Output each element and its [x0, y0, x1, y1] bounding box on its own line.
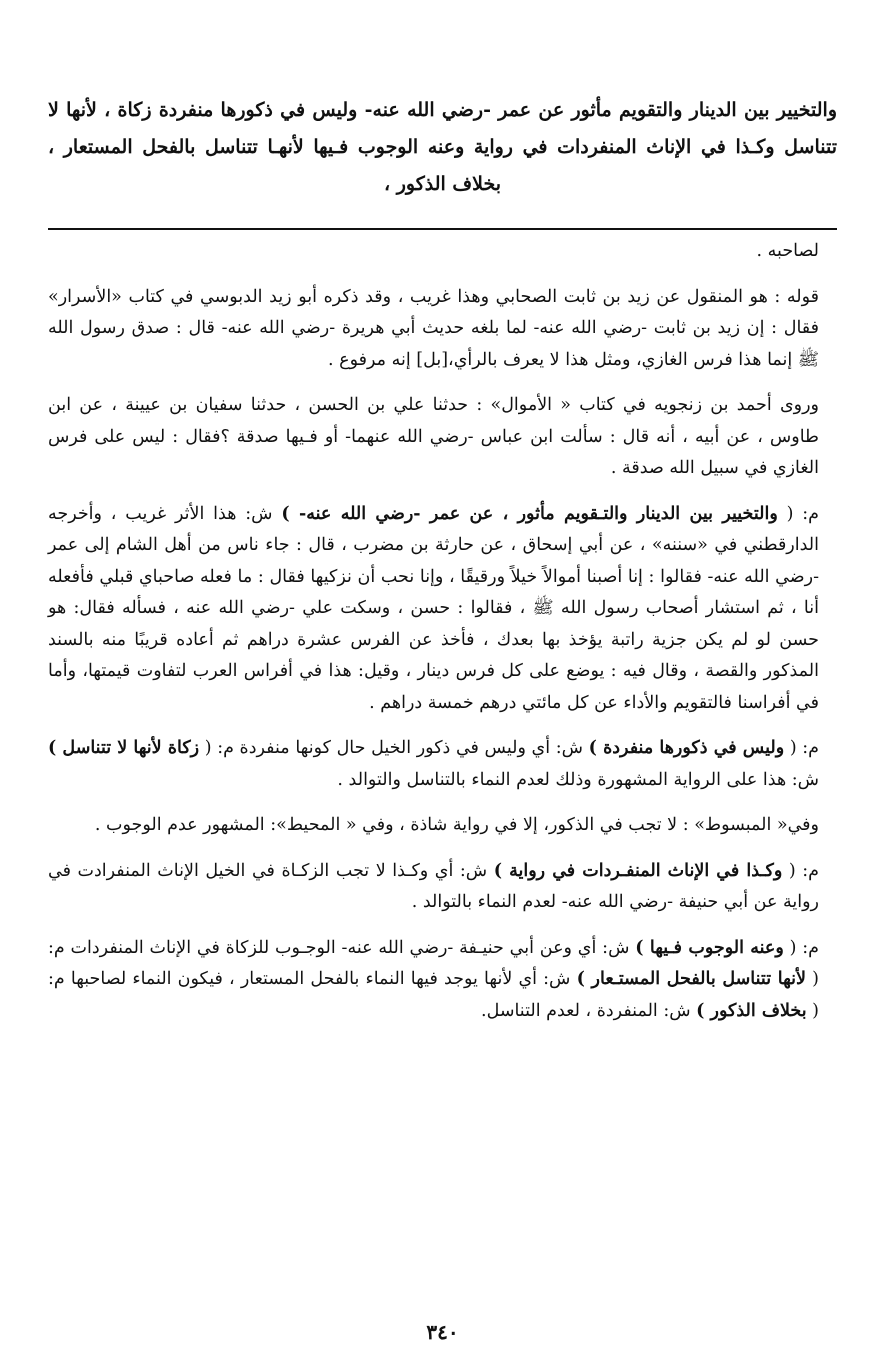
paragraph-text: وروى أحمد بن زنجويه في كتاب « الأموال» : حدثنا علي بن الحسن ، حدثنا سفيان بن عيينة ، عن ابن طاوس ، عن أبيه ، أنه قال : سألت ابن عباس -رضي الله عنهما- أو فـيها صدقة ؟فقال : ليس على فرس الغازي في سبيل الله صدقة .: [48, 395, 819, 478]
commentary-paragraph: [48, 810, 819, 842]
paragraph-text: لصاحبه .: [756, 241, 819, 261]
paragraph-text: ش: أي وكـذا لا تجب الزكـاة في الخيل الإناث المنفرادت في رواية عن أبي حنيفة -رضي الله عنه- لعدم النماء بالتوالد .: [48, 860, 819, 912]
matn-text: والتخيير بين الدينار والتقويم مأثور عن عمر -رضي الله عنه- وليس في ذكورها منفردة زكاة ، لأنها لا تتناسل وكـذا في الإناث المنفردات في رواية وعنه الوجوب فـيها لأنهـا تتناسل بالفحل المستعار ، بخلاف الذكور ،: [48, 99, 837, 195]
commentary-paragraph: [48, 282, 819, 377]
paragraph-text: ش: هذا الأثر غريب ، وأخرجه الدارقطني في «سننه» ، عن أبي إسحاق ، عن حارثة بن مضرب ، قال : جاء ناس من أهل الشام إلى عمر -رضي الله عنه- فقالوا : إنا أصبنا أموالاً خيلاً ورقيقًا ، وإنا نحب أن نزكيها فقال : ما فعله صاحباي قبلي فأفعله أنا ، ثم استشار أصحاب رسول الله ﷺ ، فقالوا : حسن ، وسكت علي -رضي الله عنه ، فسأله فقال: هو حسن لو لم يكن جزية راتبة يؤخذ بها بعدك ، فأخذ عن الفرس عشرة دراهم ثم أعاده قريبًا منه بالسند المذكور والقصة ، وقال فيه : يوضع على كل فرس دينار ، وقيل: هذا في أفراس العرب لتفاوت قيمتها، وأما في أفراسنا فالتقويم والأداء عن كل مائتي درهم خمسة دراهم .: [48, 503, 819, 713]
quoted-matn: لأنها تتناسل بالفحل المستـعار ): [576, 969, 806, 989]
paragraph-text: ش: أي لأنها يوجد فيها النماء بالفحل المستعار ، فيكون النماء لصاحبها م: (: [48, 969, 819, 1021]
paragraph-text: ش: هذا على الرواية المشهورة وذلك لعدم النماء بالتناسل والتوالد .: [337, 769, 819, 790]
quoted-matn: والتخيير بين الدينار والتـقويم مأثور ، عن عمر -رضي الله عنه- ): [281, 503, 778, 524]
quoted-matn: وعنه الوجوب فـيها ): [635, 937, 784, 958]
commentary: [48, 236, 819, 1041]
quoted-matn: وكـذا في الإناث المنفـردات في رواية ): [493, 860, 783, 881]
matn-marker: م: (: [789, 738, 820, 758]
quoted-matn: وليس في ذكورها منفردة ): [588, 738, 785, 758]
matn-marker: م: (: [786, 503, 819, 524]
matn-marker: م: (: [789, 937, 819, 958]
paragraph-text: ش: أي وليس في ذكور الخيل حال كونها منفردة م: (: [204, 738, 583, 758]
quoted-matn: زكاة لأنها لا تتناسل ): [48, 738, 200, 758]
page-number: ٣٤٠: [426, 1320, 459, 1344]
commentary-paragraph: [48, 733, 819, 796]
matn-marker: م: (: [788, 860, 819, 881]
quoted-matn: بخلاف الذكور ): [696, 1000, 807, 1021]
paragraph-text: ش: المنفردة ، لعدم التناسل.: [481, 1000, 691, 1021]
paragraph-text: قوله : هو المنقول عن زيد بن ثابت الصحابي وهذا غريب ، وقد ذكره أبو زيد الدبوسي في كتاب «الأسرار» فقال : إن زيد بن ثابت -رضي الله عنه- لما بلغه حديث أبي هريرة -رضي الله عنه- قال : صدق رسول الله ﷺ إنما هذا فرس الغازي، ومثل هذا لا يعرف بالرأي،[بل] إنه مرفوع .: [48, 286, 819, 370]
separator-line: [48, 228, 837, 230]
commentary-paragraph: [48, 933, 819, 1028]
commentary-paragraph: [48, 390, 819, 485]
commentary-paragraph: [48, 856, 819, 919]
paragraph-text: ش: أي وعن أبي حنيـفة -رضي الله عنه- الوجـوب للزكاة في الإناث المنفردات م: (: [48, 937, 819, 989]
paragraph-text: وفي« المبسوط» : لا تجب في الذكور، إلا في رواية شاذة ، وفي « المحيط»: المشهور عدم الوجوب .: [94, 815, 819, 835]
commentary-paragraph: [48, 236, 819, 268]
commentary-paragraph: [48, 499, 819, 720]
